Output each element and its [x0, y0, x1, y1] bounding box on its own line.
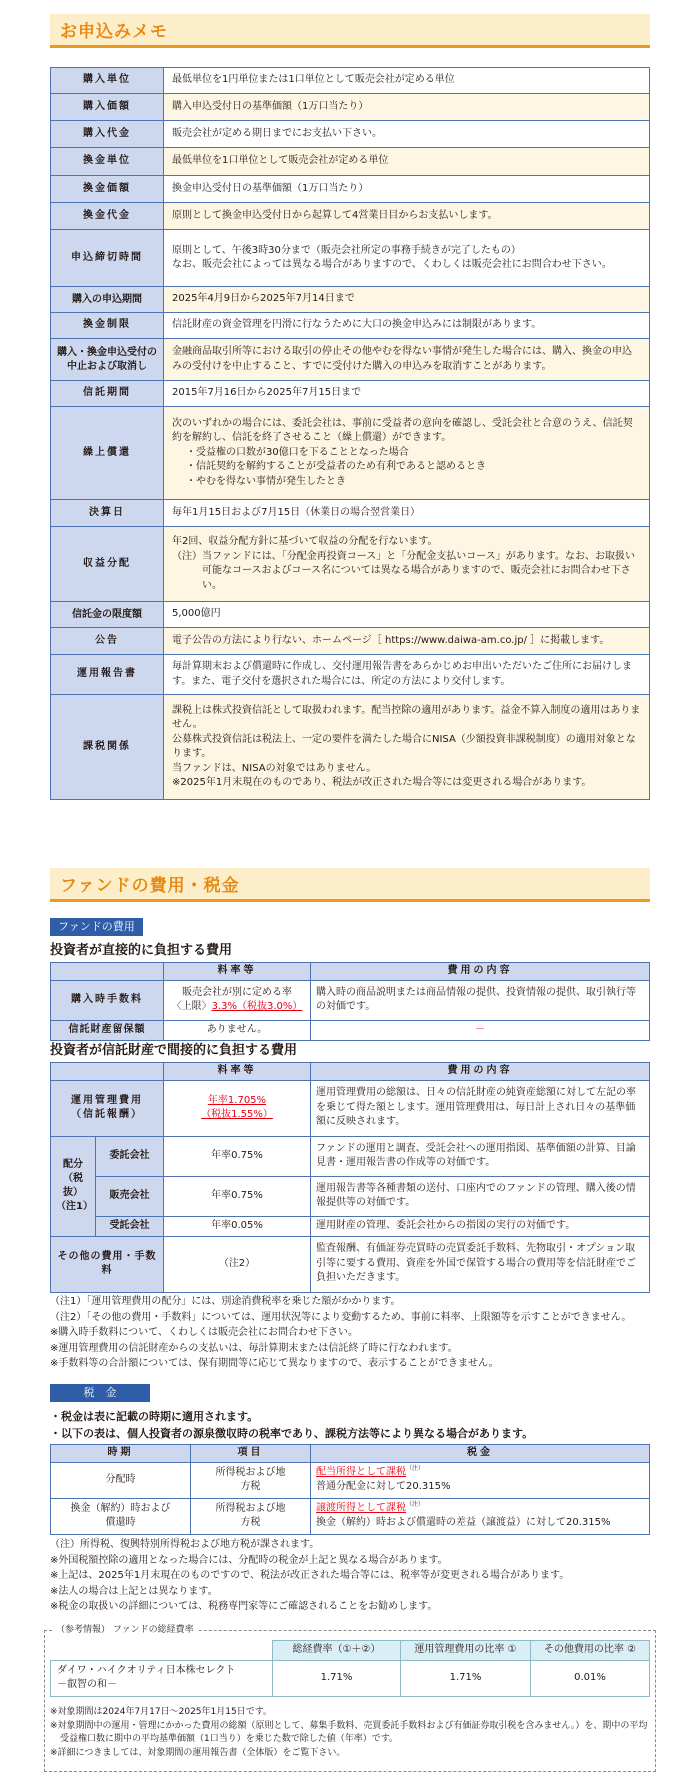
- table-row: [51, 1498, 650, 1534]
- table-row: [51, 655, 650, 695]
- fund-name-line: －叡智の和－: [57, 1679, 117, 1690]
- table-row: [51, 381, 650, 407]
- memo-line: ・信託契約を解約することが受益者のため有利であると認めるとき: [186, 461, 486, 473]
- memo-key: 購入代金: [51, 121, 164, 148]
- note-line: ※法人の場合は上記とは異なります。: [50, 1585, 218, 1597]
- tax-type: 譲渡所得として課税: [316, 1502, 406, 1514]
- note-line: ※外国税額控除の適用となった場合には、分配時の税金が上記と異なる場合があります。: [50, 1554, 448, 1566]
- note-line: ※上記は、2025年1月末現在のものですので、税法が改正された場合等には、税率等が変更される場合があります。: [50, 1570, 570, 1581]
- table-row: [51, 527, 650, 602]
- table-row: [51, 68, 650, 94]
- memo-key: 信託期間: [51, 381, 164, 407]
- memo-key: 購入価額: [51, 94, 164, 121]
- memo-line: 課税上は株式投資信託として取扱われます。配当控除の適用があります。益金不算入制度の適用はありません。: [172, 704, 641, 730]
- table-row: [51, 963, 650, 981]
- fund-name: [51, 1660, 273, 1696]
- table-row: [51, 1136, 650, 1176]
- table-row: [51, 313, 650, 339]
- reference-notes: [50, 1706, 650, 1760]
- col-total-ratio: 総経費率（①＋②）: [273, 1641, 401, 1661]
- table-row: [51, 500, 650, 527]
- section-title-fees: ファンドの費用・税金: [60, 876, 240, 896]
- tax-rate: 普通分配金に対して20.315%: [316, 1481, 451, 1493]
- alloc-rate: 年率0.75%: [164, 1136, 311, 1176]
- table-row: [51, 1445, 650, 1463]
- memo-key: 換金価額: [51, 176, 164, 203]
- tax-detail: [311, 1498, 650, 1534]
- tax-detail: [311, 1462, 650, 1498]
- table-row: [51, 1660, 650, 1696]
- table-row: [51, 94, 650, 121]
- note-line: ※詳細につきましては、対象期間の運用報告書（全体版）をご覧下さい。: [50, 1747, 346, 1758]
- tax-rate: 換金（解約）時および償還時の差益（譲渡益）に対して20.315%: [316, 1517, 611, 1529]
- fund-cost-tag: ファンドの費用: [50, 918, 143, 936]
- memo-value: [164, 695, 650, 800]
- table-row: [51, 203, 650, 230]
- table-row: [51, 1216, 650, 1236]
- buy-fee-content: 購入時の商品説明または商品情報の提供、投資情報の提供、取引執行等の対価です。: [311, 980, 650, 1020]
- tax-intro: [50, 1408, 533, 1442]
- other-fee-content: 監査報酬、有価証券売買時の売買委託手数料、先物取引・オプション取引等に要する費用、資産を外国で保管する場合の費用等を信託財産でご負担いただきます。: [311, 1236, 650, 1292]
- memo-line: なお、販売会社によっては異なる場合がありますので、くわしくは販売会社にお問合わせ下さい。: [172, 259, 612, 270]
- tax-note-ref: （注）: [406, 1465, 425, 1473]
- col-mgmt-ratio: 運用管理費用の比率 ①: [401, 1641, 531, 1661]
- memo-key: 購入・換金申込受付の中止および取消し: [51, 339, 164, 381]
- memo-key: 換金代金: [51, 203, 164, 230]
- memo-line: ※2025年1月末現在のものであり、税法が改正された場合等には変更される場合があります。: [172, 777, 592, 788]
- col-other-ratio: その他費用の比率 ②: [531, 1641, 650, 1661]
- buy-fee-rate-line: 販売会社が別に定める率: [182, 986, 292, 998]
- total-ratio-value: 1.71%: [273, 1660, 401, 1696]
- buy-fee-label: 購入時手数料: [51, 980, 164, 1020]
- note-line: ※運用管理費用の信託財産からの支払いは、毎計算期末または信託終了時に行なわれます。: [50, 1342, 458, 1354]
- direct-cost-heading: 投資者が直接的に負担する費用: [50, 943, 233, 958]
- table-row: [51, 602, 650, 628]
- col-item-header: 項目: [191, 1445, 311, 1463]
- memo-value: 最低単位を1口単位として販売会社が定める単位: [164, 148, 650, 176]
- alloc-label: 配分（税抜）（注1）: [51, 1136, 96, 1236]
- section-header-memo: [50, 14, 650, 48]
- tax-intro-line: ・税金は表に記載の時期に適用されます。: [50, 1410, 259, 1423]
- memo-line: ・やむを得ない事情が発生したとき: [186, 475, 346, 487]
- memo-key: 換金単位: [51, 148, 164, 176]
- note-line: （注）所得税、復興特別所得税および地方税が課されます。: [50, 1539, 320, 1550]
- alloc-content: 運用財産の管理、委託会社からの指図の実行の対価です。: [311, 1216, 650, 1236]
- tax-type: 配当所得として課税: [316, 1466, 406, 1478]
- table-row: [51, 339, 650, 381]
- memo-line: 次のいずれかの場合には、委託会社は、事前に受益者の意向を確認し、受託会社と合意のうえ、信託契約を解約し、信託を終了させること（繰上償還）ができます。: [172, 417, 633, 444]
- mgmt-fee-label: [51, 1080, 164, 1136]
- col-rate-header: 料率等: [164, 963, 311, 981]
- note-line: ※対象期間は2024年7月17日～2025年1月15日です。: [50, 1707, 272, 1717]
- table-row: [51, 1080, 650, 1136]
- other-fee-label: その他の費用・手数料: [51, 1236, 164, 1292]
- note-line: （注1）「運用管理費用の配分」には、別途消費税率を乗じた額がかかります。: [50, 1296, 401, 1307]
- memo-key: 課税関係: [51, 695, 164, 800]
- buy-fee-percent: 3.3%（税抜3.0%）: [211, 1001, 303, 1012]
- buy-fee-rate-line: [169, 1000, 305, 1015]
- memo-value: 購入申込受付日の基準価額（1万口当たり）: [164, 94, 650, 121]
- col-rate-header: 料率等: [164, 1063, 311, 1081]
- tax-table: [50, 1444, 650, 1535]
- note-line: ※手数料等の合計額については、保有期間等に応じて異なりますので、表示することができません。: [50, 1358, 499, 1369]
- indirect-cost-heading: 投資者が信託財産で間接的に負担する費用: [50, 1043, 298, 1058]
- memo-value: 金融商品取引所等における取引の停止その他やむを得ない事情が発生した場合には、購入、換金の申込みの受付けを中止すること、すでに受付けた購入の申込みを取消すことがあります。: [164, 339, 650, 381]
- memo-value: 販売会社が定める期日までにお支払い下さい。: [164, 121, 650, 148]
- table-row: [51, 1063, 650, 1081]
- alloc-rate: 年率0.75%: [164, 1176, 311, 1216]
- alloc-name: 受託会社: [96, 1216, 164, 1236]
- mgmt-fee-rate-line: （税抜1.55%）: [201, 1109, 273, 1120]
- table-row: [51, 148, 650, 176]
- memo-line: 原則として、午後3時30分まで（販売会社所定の事務手続きが完了したもの）: [172, 244, 521, 256]
- col-tax-header: 税金: [311, 1445, 650, 1463]
- mgmt-fee-label-line: （信託報酬）: [71, 1109, 143, 1120]
- memo-value: 毎年1月15日および7月15日（休業日の場合翌営業日）: [164, 500, 650, 527]
- fund-name-line: ダイワ・ハイクオリティ日本株セレクト: [57, 1664, 236, 1676]
- tax-time: 分配時: [51, 1462, 191, 1498]
- tax-note-ref: （注）: [406, 1501, 425, 1509]
- reserve-label: 信託財産留保額: [51, 1020, 164, 1040]
- table-row: [51, 980, 650, 1020]
- memo-key: 収益分配: [51, 527, 164, 602]
- col-content-header: 費用の内容: [311, 1063, 650, 1081]
- mgmt-fee-label-line: 運用管理費用: [71, 1094, 143, 1106]
- memo-key: 公告: [51, 628, 164, 655]
- memo-key: 繰上償還: [51, 407, 164, 500]
- table-row: [51, 628, 650, 655]
- memo-value: 5,000億円: [164, 602, 650, 628]
- mgmt-fee-rate: [164, 1080, 311, 1136]
- memo-value: 2025年4月9日から2025年7月14日まで: [164, 287, 650, 313]
- reference-title: （参考情報） ファンドの総経費率: [52, 1624, 198, 1637]
- col-time-header: 時期: [51, 1445, 191, 1463]
- memo-value: [164, 230, 650, 287]
- tax-intro-line: ・以下の表は、個人投資者の源泉徴収時の税率であり、課税方法等により異なる場合があります。: [50, 1427, 534, 1441]
- tax-item: 所得税および地方税: [191, 1462, 311, 1498]
- table-row: [51, 1236, 650, 1292]
- blank-header: [51, 963, 164, 981]
- note-line: ※購入時手数料について、くわしくは販売会社にお問合わせ下さい。: [50, 1327, 358, 1338]
- table-row: [51, 407, 650, 500]
- note-line: ※対象期間中の運用・管理にかかった費用の総額（原則として、募集手数料、売買委託手数料および有価証券取引税を含みません。）を、期中の平均受益権口数に期中の平均基準価額（1口当り）を乗じた数で除した値（年率）です。: [50, 1720, 648, 1744]
- memo-line: 公募株式投資信託は税法上、一定の要件を満たした場合にNISA（少額投資非課税制度）の適用対象となります。: [172, 733, 636, 759]
- note-line: ※税金の取扱いの詳細については、税務専門家等にご確認されることをお勧めします。: [50, 1601, 438, 1612]
- blank-header: [51, 1641, 273, 1661]
- memo-key: 購入の申込期間: [51, 287, 164, 313]
- reserve-content: －: [311, 1020, 650, 1040]
- mgmt-fee-rate-line: 年率1.705%: [207, 1094, 267, 1106]
- reserve-rate: ありません。: [164, 1020, 311, 1040]
- memo-line: 当ファンドは、NISAの対象ではありません。: [172, 762, 377, 774]
- memo-value: 毎計算期末および償還時に作成し、交付運用報告書をあらかじめお申出いただいたご住所にお届けします。また、電子交付を選択された場合には、所定の方法により交付します。: [164, 655, 650, 695]
- other-ratio-value: 0.01%: [531, 1660, 650, 1696]
- other-fee-rate: （注2）: [164, 1236, 311, 1292]
- fee-notes: [50, 1294, 660, 1372]
- indirect-cost-table: [50, 1062, 650, 1293]
- buy-fee-rate: [164, 980, 311, 1020]
- expense-ratio-table: [50, 1640, 650, 1697]
- memo-key: 信託金の限度額: [51, 602, 164, 628]
- tax-time: 換金（解約）時および償還時: [51, 1498, 191, 1534]
- memo-value: 原則として換金申込受付日から起算して4営業日目からお支払いします。: [164, 203, 650, 230]
- mgmt-ratio-value: 1.71%: [401, 1660, 531, 1696]
- memo-key: 運用報告書: [51, 655, 164, 695]
- alloc-content: 運用報告書等各種書類の送付、口座内でのファンドの管理、購入後の情報提供等の対価です。: [311, 1176, 650, 1216]
- mgmt-fee-content: 運用管理費用の総額は、日々の信託財産の純資産総額に対して左記の率を乗じて得た額とします。運用管理費用は、毎日計上され日々の基準価額に反映されます。: [311, 1080, 650, 1136]
- memo-value: 信託財産の資金管理を円滑に行なうために大口の換金申込みには制限があります。: [164, 313, 650, 339]
- table-row: [51, 230, 650, 287]
- memo-value: 2015年7月16日から2025年7月15日まで: [164, 381, 650, 407]
- tax-item: 所得税および地方税: [191, 1498, 311, 1534]
- memo-value: 電子公告の方法により行ない、ホームページ［ https://www.daiwa-am.co.jp/ ］に掲載します。: [164, 628, 650, 655]
- col-content-header: 費用の内容: [311, 963, 650, 981]
- alloc-content: ファンドの運用と調査、受託会社への運用指図、基準価額の計算、目論見書・運用報告書の作成等の対価です。: [311, 1136, 650, 1176]
- tax-tag: 税 金: [50, 1384, 150, 1402]
- memo-line: 年2回、収益分配方針に基づいて収益の分配を行ないます。: [172, 536, 438, 547]
- alloc-name: 委託会社: [96, 1136, 164, 1176]
- tax-notes: [50, 1537, 660, 1615]
- buy-fee-cap: 〈上限〉: [171, 1001, 212, 1012]
- memo-value: 最低単位を1円単位または1口単位として販売会社が定める単位: [164, 68, 650, 94]
- note-line: （注2）「その他の費用・手数料」については、運用状況等により変動するため、事前に料率、上限額等を示すことができません。: [50, 1311, 632, 1323]
- memo-key: 換金制限: [51, 313, 164, 339]
- memo-key: 決算日: [51, 500, 164, 527]
- blank-header: [51, 1063, 164, 1081]
- memo-line: ・受益権の口数が30億口を下ることとなった場合: [186, 446, 409, 458]
- memo-table: [50, 67, 650, 800]
- table-row: [51, 176, 650, 203]
- memo-key: 購入単位: [51, 68, 164, 94]
- alloc-name: 販売会社: [96, 1176, 164, 1216]
- table-row: [51, 1020, 650, 1040]
- table-row: [51, 1176, 650, 1216]
- section-title-memo: お申込みメモ: [60, 22, 168, 42]
- direct-cost-table: [50, 962, 650, 1041]
- alloc-rate: 年率0.05%: [164, 1216, 311, 1236]
- table-row: [51, 121, 650, 148]
- memo-value: 換金申込受付日の基準価額（1万口当たり）: [164, 176, 650, 203]
- memo-value: [164, 407, 650, 500]
- table-row: [51, 1462, 650, 1498]
- table-row: [51, 287, 650, 313]
- memo-value: [164, 527, 650, 602]
- table-row: [51, 695, 650, 800]
- table-row: [51, 1641, 650, 1661]
- memo-key: 申込締切時間: [51, 230, 164, 287]
- section-header-fees: [50, 868, 650, 902]
- memo-line: （注）当ファンドには、「分配金再投資コース」と「分配金支払いコース」があります。なお、お取扱い可能なコースおよびコース名については異なる場合がありますので、販売会社にお問合わせ下さい。: [172, 550, 635, 591]
